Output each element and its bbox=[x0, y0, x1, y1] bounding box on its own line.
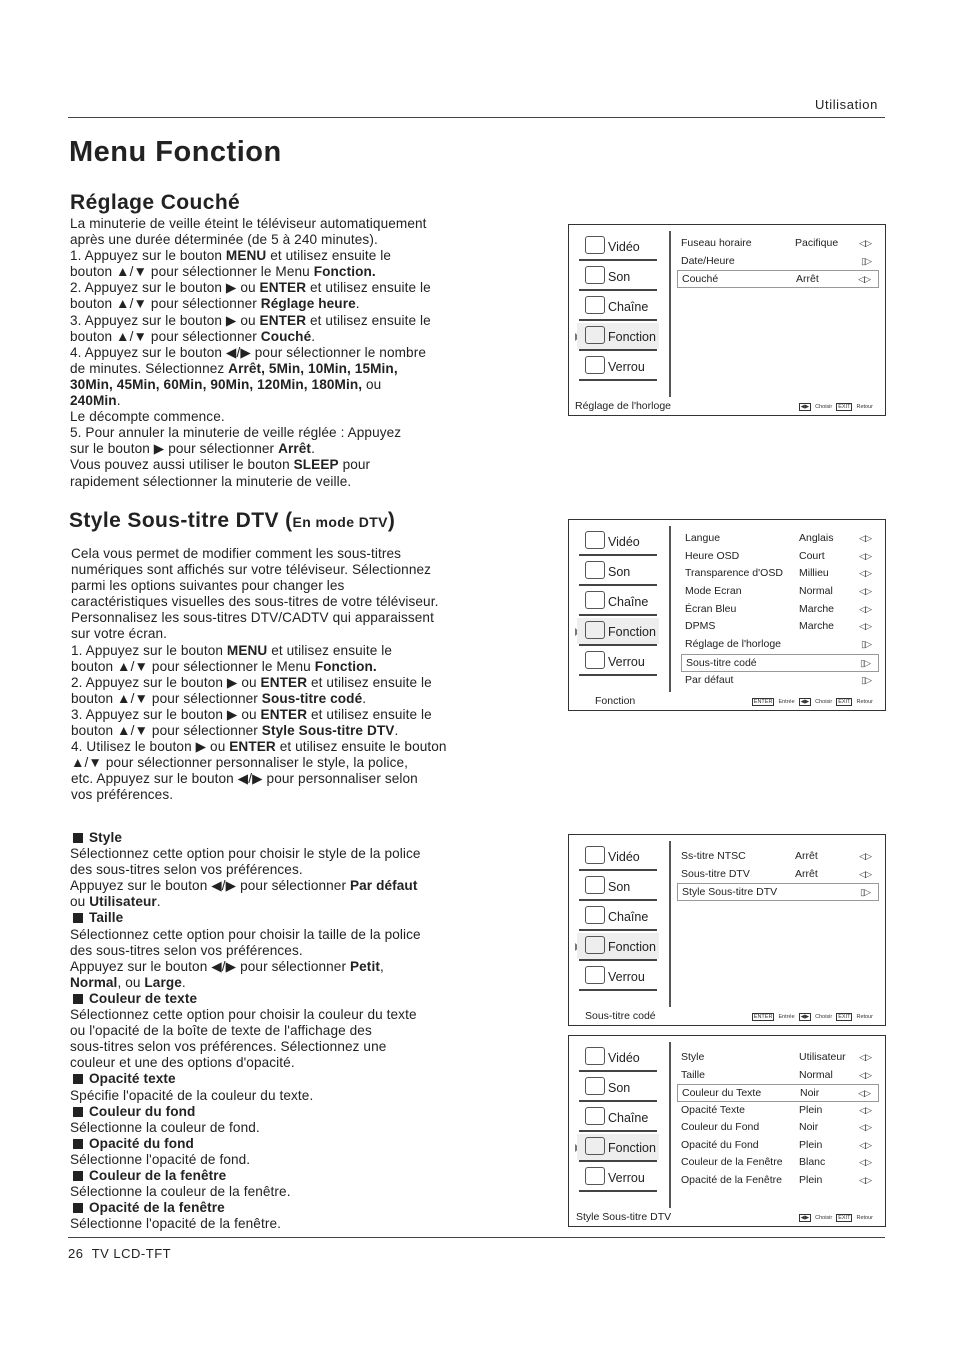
osd-option-row[interactable] bbox=[681, 672, 879, 690]
osd-option-label: Opacité de la Fenêtre bbox=[681, 1173, 782, 1186]
osd-menu-label: Vidéo bbox=[608, 535, 640, 549]
text-line: Sélectionnez cette option pour choisir le style de la police bbox=[70, 846, 421, 862]
bullet-square-icon bbox=[73, 833, 83, 843]
channel-icon bbox=[585, 296, 605, 314]
osd-option-row[interactable] bbox=[677, 235, 879, 253]
osd-option-row[interactable] bbox=[681, 530, 879, 548]
osd-menu-item[interactable] bbox=[575, 616, 661, 646]
osd-option-row[interactable] bbox=[681, 618, 879, 636]
osd-arrow-icon: ▯▷ bbox=[860, 887, 870, 897]
text-line: sous-titres selon vos préférences. Sélectionnez une bbox=[70, 1039, 387, 1055]
osd-menu-item[interactable] bbox=[575, 1162, 661, 1192]
text-line: Le décompte commence. bbox=[70, 409, 225, 425]
osd-menu-label: Chaîne bbox=[608, 1111, 649, 1125]
section-title-mode: En mode DTV bbox=[292, 514, 388, 530]
footer-rule bbox=[68, 1237, 885, 1238]
product-name: TV LCD-TFT bbox=[91, 1246, 172, 1261]
osd-option-row[interactable] bbox=[677, 866, 879, 884]
lock-icon bbox=[585, 651, 605, 669]
osd-arrow-icon: ◁▷ bbox=[859, 1122, 871, 1132]
osd-menu-underline bbox=[579, 989, 657, 991]
key-badge: EXIT bbox=[838, 699, 851, 705]
text-line: Sélectionne l'opacité de la fenêtre. bbox=[70, 1216, 281, 1232]
option-heading bbox=[70, 830, 550, 846]
option-heading bbox=[70, 1071, 550, 1087]
osd-menu-item[interactable] bbox=[575, 1042, 661, 1072]
key-hint-label: Retour bbox=[856, 404, 873, 410]
text-line: Spécifie l'opacité de la couleur du texte. bbox=[70, 1087, 314, 1103]
text-line: Cela vous permet de modifier comment les sous-titres bbox=[71, 546, 402, 561]
osd-menu-label: Verrou bbox=[608, 1171, 645, 1185]
osd-option-label: Sous-titre codé bbox=[686, 656, 757, 669]
section-title-main: Style Sous-titre DTV ( bbox=[69, 509, 293, 532]
key-hint-label: Entrée bbox=[778, 699, 795, 705]
text-line: 240Min. bbox=[70, 393, 121, 409]
osd-option-row[interactable] bbox=[681, 548, 879, 566]
text-line: 5. Pour annuler la minuterie de veille réglée : Appuyez bbox=[70, 425, 402, 441]
osd-option-row[interactable] bbox=[677, 848, 879, 866]
sound-icon bbox=[585, 876, 605, 894]
osd-option-value: Marche bbox=[799, 620, 835, 633]
osd-menu-item[interactable] bbox=[575, 901, 661, 931]
option-heading bbox=[70, 1104, 550, 1120]
key-badge: ◀▶ bbox=[800, 404, 810, 410]
osd-option-row[interactable] bbox=[681, 636, 879, 654]
osd-arrow-icon: ▯▷ bbox=[860, 657, 870, 668]
text-line: Sélectionnez cette option pour choisir la taille de la police bbox=[70, 926, 421, 942]
text-line: 1. Appuyez sur le bouton MENU et utilisez ensuite le bbox=[70, 248, 392, 264]
osd-option-row[interactable] bbox=[677, 1102, 879, 1120]
osd-breadcrumb: Style Sous-titre DTV bbox=[576, 1211, 672, 1223]
osd-menu-item[interactable] bbox=[575, 961, 661, 991]
osd-menu-label: Chaîne bbox=[608, 300, 649, 314]
osd-options bbox=[677, 235, 879, 288]
option-heading-text: Opacité du fond bbox=[89, 1135, 194, 1151]
osd-menu-item[interactable] bbox=[575, 871, 661, 901]
function-icon bbox=[585, 326, 605, 344]
osd-option-label: Heure OSD bbox=[685, 549, 740, 562]
osd-menu-label: Son bbox=[608, 270, 631, 284]
text-line: Vous pouvez aussi utiliser le bouton SLEEP pour bbox=[70, 457, 371, 473]
osd-option-row[interactable] bbox=[677, 1154, 879, 1172]
osd-option-label: Mode Ecran bbox=[685, 585, 742, 598]
text-line: Sélectionnez cette option pour choisir la couleur du texte bbox=[70, 1007, 417, 1023]
osd-menu-label: Verrou bbox=[608, 655, 645, 669]
osd-option-label: Couleur du Texte bbox=[682, 1087, 762, 1099]
osd-option-label: Transparence d'OSD bbox=[685, 567, 783, 580]
osd-menu-item[interactable] bbox=[575, 586, 661, 616]
lock-icon bbox=[585, 966, 605, 984]
text-line: La minuterie de veille éteint le téléviseur automatiquement bbox=[70, 216, 427, 231]
bullet-square-icon bbox=[73, 1171, 83, 1181]
key-badge: ENTER bbox=[753, 699, 773, 705]
option-heading bbox=[70, 1136, 550, 1152]
osd-menu-label: Chaîne bbox=[608, 910, 649, 924]
section-title-style-sous-titre bbox=[69, 509, 395, 533]
function-icon bbox=[585, 936, 605, 954]
osd-screen-sous-titre-code bbox=[568, 834, 886, 1026]
osd-menu-label: Fonction bbox=[608, 940, 656, 954]
osd-option-label: Style Sous-titre DTV bbox=[682, 886, 778, 898]
sound-icon bbox=[585, 266, 605, 284]
osd-menu-underline bbox=[579, 379, 657, 381]
osd-options bbox=[681, 530, 879, 689]
osd-option-row[interactable] bbox=[681, 565, 879, 583]
osd-option-label: Couleur de la Fenêtre bbox=[681, 1156, 783, 1168]
osd-menu-item[interactable] bbox=[575, 351, 661, 381]
osd-menu-item[interactable] bbox=[575, 231, 661, 261]
text-line: couleur et une des options d'opacité. bbox=[70, 1055, 295, 1071]
osd-menu-underline bbox=[579, 674, 657, 676]
osd-option-row[interactable] bbox=[677, 270, 879, 288]
osd-option-value: Court bbox=[799, 549, 825, 562]
osd-arrow-icon: ◁▷ bbox=[859, 1052, 871, 1062]
osd-option-value: Normal bbox=[799, 585, 833, 598]
osd-option-label: Ss-titre NTSC bbox=[681, 850, 746, 862]
osd-option-value: Arrêt bbox=[795, 850, 818, 862]
option-heading-text: Couleur de texte bbox=[89, 990, 198, 1006]
option-heading-text: Couleur de la fenêtre bbox=[89, 1167, 227, 1183]
osd-option-row[interactable] bbox=[677, 1067, 879, 1085]
osd-key-hints bbox=[750, 698, 875, 706]
osd-divider bbox=[669, 231, 671, 397]
section-title-close: ) bbox=[387, 509, 396, 532]
osd-menu-label: Vidéo bbox=[608, 240, 640, 254]
osd-menu-label: Son bbox=[608, 1081, 631, 1095]
osd-menu-item[interactable] bbox=[575, 931, 661, 961]
bullet-square-icon bbox=[73, 1203, 83, 1213]
text-line: bouton ▲/▼ pour sélectionner Couché. bbox=[70, 328, 316, 344]
text-line: Sélectionne la couleur de la fenêtre. bbox=[70, 1184, 291, 1200]
text-line: caractéristiques visuelles des sous-titres de votre téléviseur. bbox=[71, 594, 439, 610]
osd-arrow-icon: ◁▷ bbox=[858, 274, 870, 284]
text-line: Appuyez sur le bouton ◀/▶ pour sélectionner Petit, bbox=[70, 958, 384, 974]
osd-sidebar bbox=[575, 1042, 661, 1192]
osd-option-value: Arrêt bbox=[795, 867, 818, 880]
page-title: Menu Fonction bbox=[69, 136, 282, 168]
option-heading bbox=[70, 991, 550, 1007]
osd-menu-label: Verrou bbox=[608, 360, 645, 374]
osd-screen-style-sous-titre bbox=[568, 1035, 886, 1227]
osd-option-value: Normal bbox=[799, 1068, 833, 1081]
text-line: Appuyez sur le bouton ◀/▶ pour sélectionner Par défaut bbox=[70, 878, 418, 894]
osd-option-label: Sous-titre DTV bbox=[681, 867, 750, 880]
osd-option-row[interactable] bbox=[677, 1049, 879, 1067]
video-icon bbox=[585, 531, 605, 549]
osd-option-label: DPMS bbox=[685, 620, 716, 633]
osd-arrow-icon: ▯▷ bbox=[861, 639, 871, 650]
osd-arrow-icon: ◁▷ bbox=[859, 603, 871, 614]
osd-arrow-icon: ◁▷ bbox=[859, 1104, 871, 1115]
text-line: ou l'opacité de la boîte de texte de l'affichage des bbox=[70, 1023, 372, 1039]
osd-option-value: Arrêt bbox=[796, 273, 819, 285]
osd-menu-label: Son bbox=[608, 880, 631, 894]
osd-menu-label: Son bbox=[608, 565, 631, 579]
osd-arrow-icon: ◁▷ bbox=[859, 1157, 871, 1167]
text-line: rapidement sélectionner la minuterie de veille. bbox=[70, 473, 352, 489]
osd-menu-item[interactable] bbox=[575, 261, 661, 291]
text-line: sur votre écran. bbox=[71, 626, 168, 642]
text-line: 1. Appuyez sur le bouton MENU et utilisez ensuite le bbox=[71, 642, 393, 658]
osd-option-row[interactable] bbox=[677, 253, 879, 271]
text-line: Personnalisez les sous-titres DTV/CADTV qui apparaissent bbox=[71, 610, 434, 626]
osd-option-value: Noir bbox=[800, 1087, 820, 1099]
page-number: 26 bbox=[68, 1246, 84, 1261]
osd-key-hints bbox=[797, 403, 875, 411]
osd-key-hints bbox=[797, 1214, 875, 1222]
text-line: vos préférences. bbox=[71, 787, 174, 803]
osd-option-row[interactable] bbox=[681, 601, 879, 619]
osd-menu-item[interactable] bbox=[575, 1102, 661, 1132]
osd-option-label: Langue bbox=[685, 532, 721, 544]
text-line: bouton ▲/▼ pour sélectionner le Menu Fonction. bbox=[71, 658, 377, 674]
video-icon bbox=[585, 1047, 605, 1065]
osd-menu-underline bbox=[579, 1190, 657, 1192]
osd-arrow-icon: ◁▷ bbox=[859, 533, 871, 543]
osd-menu-item[interactable] bbox=[575, 1072, 661, 1102]
key-badge: EXIT bbox=[838, 1215, 851, 1221]
text-line: après une durée déterminée (de 5 à 240 minutes). bbox=[70, 232, 378, 248]
osd-breadcrumb: Fonction bbox=[595, 695, 636, 707]
section-body-options bbox=[70, 830, 550, 1232]
osd-menu-item[interactable] bbox=[575, 841, 661, 871]
key-hint-label: Retour bbox=[856, 1215, 873, 1221]
sound-icon bbox=[585, 561, 605, 579]
text-line: Sélectionne l'opacité de fond. bbox=[70, 1151, 251, 1167]
lock-icon bbox=[585, 1167, 605, 1185]
text-line: 4. Appuyez sur le bouton ◀/▶ pour sélectionner le nombre bbox=[70, 344, 426, 360]
osd-key-hints bbox=[750, 1013, 875, 1021]
osd-menu-label: Vidéo bbox=[608, 850, 640, 864]
text-line: bouton ▲/▼ pour sélectionner le Menu Fonction. bbox=[70, 264, 376, 280]
text-line: 2. Appuyez sur le bouton ▶ ou ENTER et utilisez ensuite le bbox=[70, 280, 431, 296]
osd-options bbox=[677, 1049, 879, 1189]
osd-arrow-icon: ▯▷ bbox=[861, 674, 871, 685]
bullet-square-icon bbox=[73, 994, 83, 1004]
text-line: sur le bouton ▶ pour sélectionner Arrêt. bbox=[70, 441, 315, 457]
osd-option-label: Couleur du Fond bbox=[681, 1121, 760, 1133]
osd-option-value: Plein bbox=[799, 1103, 823, 1116]
section-title-reglage-couche: Réglage Couché bbox=[70, 191, 241, 214]
section-header: Utilisation bbox=[815, 97, 878, 112]
osd-arrow-icon: ◁▷ bbox=[858, 1088, 870, 1098]
option-heading-text: Couleur du fond bbox=[89, 1103, 196, 1119]
bullet-square-icon bbox=[73, 1074, 83, 1084]
video-icon bbox=[585, 846, 605, 864]
option-heading-text: Taille bbox=[89, 910, 124, 926]
osd-arrow-icon: ◁▷ bbox=[859, 851, 871, 861]
bullet-square-icon bbox=[73, 1139, 83, 1149]
bullet-square-icon bbox=[73, 913, 83, 923]
header-rule bbox=[68, 117, 885, 118]
text-line: 4. Utilisez le bouton ▶ ou ENTER et utilisez ensuite le bouton bbox=[71, 739, 447, 755]
text-line: Normal, ou Large. bbox=[70, 974, 186, 990]
key-badge: ENTER bbox=[753, 1014, 773, 1020]
osd-menu-item[interactable] bbox=[575, 1132, 661, 1162]
osd-option-value: Blanc bbox=[799, 1156, 826, 1168]
option-heading bbox=[70, 1200, 550, 1216]
channel-icon bbox=[585, 906, 605, 924]
text-line: des sous-titres selon vos préférences. bbox=[70, 942, 303, 958]
key-hint-label: Retour bbox=[856, 699, 873, 705]
osd-option-value: Noir bbox=[799, 1121, 819, 1133]
osd-arrow-icon: ◁▷ bbox=[859, 1139, 871, 1150]
key-hint-label: Choisir bbox=[815, 1215, 833, 1221]
osd-menu-item[interactable] bbox=[575, 321, 661, 351]
text-line: 30Min, 45Min, 60Min, 90Min, 120Min, 180Min, ou bbox=[70, 376, 382, 392]
video-icon bbox=[585, 236, 605, 254]
osd-option-value: Marche bbox=[799, 602, 835, 615]
option-heading bbox=[70, 1168, 550, 1184]
text-line: 3. Appuyez sur le bouton ▶ ou ENTER et utilisez ensuite le bbox=[70, 312, 431, 328]
option-heading-text: Opacité texte bbox=[89, 1071, 176, 1087]
bullet-square-icon bbox=[73, 1107, 83, 1117]
osd-sidebar bbox=[575, 231, 661, 381]
key-badge: EXIT bbox=[838, 404, 851, 410]
osd-option-value: Plein bbox=[799, 1173, 823, 1186]
text-line: ou Utilisateur. bbox=[70, 894, 161, 910]
text-line: etc. Appuyez sur le bouton ◀/▶ pour personnaliser selon bbox=[71, 771, 418, 787]
key-hint-label: Retour bbox=[856, 1014, 873, 1020]
key-hint-label: Entrée bbox=[778, 1014, 795, 1020]
osd-option-label: Date/Heure bbox=[681, 254, 735, 267]
text-line: numériques sont affichés sur votre téléviseur. Sélectionnez bbox=[71, 562, 432, 578]
osd-arrow-icon: ◁▷ bbox=[859, 586, 871, 597]
osd-screen-fonction bbox=[568, 519, 886, 711]
text-line: parmi les options suivantes pour changer les bbox=[71, 578, 345, 594]
osd-arrow-icon: ◁▷ bbox=[859, 568, 871, 579]
page-footer bbox=[68, 1246, 171, 1261]
text-line: 3. Appuyez sur le bouton ▶ ou ENTER et utilisez ensuite le bbox=[71, 706, 432, 722]
osd-option-label: Couché bbox=[682, 273, 719, 285]
osd-sidebar bbox=[575, 841, 661, 991]
key-badge: ◀▶ bbox=[800, 1014, 810, 1020]
key-badge: ◀▶ bbox=[800, 1215, 810, 1221]
osd-option-value: Millieu bbox=[799, 567, 829, 580]
osd-divider bbox=[669, 526, 671, 692]
key-badge: ◀▶ bbox=[800, 699, 810, 705]
text-line: ▲/▼ pour sélectionner personnaliser le style, la police, bbox=[71, 755, 409, 771]
key-badge: EXIT bbox=[838, 1014, 851, 1020]
osd-breadcrumb: Réglage de l'horloge bbox=[575, 400, 671, 412]
key-hint-label: Choisir bbox=[815, 1014, 833, 1020]
text-line: bouton ▲/▼ pour sélectionner Style Sous-titre DTV. bbox=[71, 723, 399, 739]
osd-option-label: Écran Bleu bbox=[685, 602, 737, 615]
osd-option-value: Anglais bbox=[799, 532, 834, 544]
osd-menu-label: Chaîne bbox=[608, 595, 649, 609]
osd-arrow-icon: ◁▷ bbox=[859, 621, 871, 632]
osd-option-value: Utilisateur bbox=[799, 1051, 846, 1063]
lock-icon bbox=[585, 356, 605, 374]
function-icon bbox=[585, 621, 605, 639]
sound-icon bbox=[585, 1077, 605, 1095]
osd-menu-label: Fonction bbox=[608, 1141, 656, 1155]
osd-arrow-icon: ◁▷ bbox=[859, 868, 871, 879]
osd-option-value: Pacifique bbox=[795, 237, 839, 249]
osd-option-row[interactable] bbox=[681, 583, 879, 601]
osd-options bbox=[677, 848, 879, 901]
osd-arrow-icon: ◁▷ bbox=[859, 1069, 871, 1080]
osd-option-row[interactable] bbox=[677, 1172, 879, 1190]
osd-menu-item[interactable] bbox=[575, 646, 661, 676]
osd-arrow-icon: ◁▷ bbox=[859, 550, 871, 561]
osd-menu-item[interactable] bbox=[575, 291, 661, 321]
text-line: des sous-titres selon vos préférences. bbox=[70, 862, 303, 878]
osd-screen-horloge bbox=[568, 224, 886, 416]
osd-option-label: Par défaut bbox=[685, 673, 734, 686]
text-line: 2. Appuyez sur le bouton ▶ ou ENTER et utilisez ensuite le bbox=[71, 674, 432, 690]
osd-sidebar bbox=[575, 526, 661, 676]
osd-option-label: Opacité Texte bbox=[681, 1103, 746, 1116]
key-hint-label: Choisir bbox=[815, 404, 833, 410]
osd-option-value: Plein bbox=[799, 1138, 823, 1151]
osd-menu-item[interactable] bbox=[575, 526, 661, 556]
channel-icon bbox=[585, 1107, 605, 1125]
section-body-reglage-couche bbox=[70, 216, 540, 490]
osd-arrow-icon: ◁▷ bbox=[859, 238, 871, 248]
option-heading bbox=[70, 910, 550, 926]
function-icon bbox=[585, 1137, 605, 1155]
osd-option-row[interactable] bbox=[677, 1119, 879, 1137]
text-line: bouton ▲/▼ pour sélectionner Réglage heure. bbox=[70, 296, 360, 312]
osd-option-label: Fuseau horaire bbox=[681, 237, 752, 249]
osd-divider bbox=[669, 841, 671, 1007]
option-heading-text: Style bbox=[89, 830, 122, 845]
osd-option-label: Opacité du Fond bbox=[681, 1138, 759, 1151]
osd-menu-label: Fonction bbox=[608, 330, 656, 344]
osd-option-label: Style bbox=[681, 1051, 705, 1063]
channel-icon bbox=[585, 591, 605, 609]
osd-menu-item[interactable] bbox=[575, 556, 661, 586]
osd-arrow-icon: ▯▷ bbox=[861, 255, 871, 266]
osd-option-row[interactable] bbox=[677, 1137, 879, 1155]
text-line: Sélectionne la couleur de fond. bbox=[70, 1119, 260, 1135]
osd-option-label: Taille bbox=[681, 1068, 705, 1081]
key-hint-label: Choisir bbox=[815, 699, 833, 705]
osd-breadcrumb: Sous-titre codé bbox=[585, 1010, 656, 1022]
text-line: bouton ▲/▼ pour sélectionner Sous-titre codé. bbox=[71, 690, 367, 706]
osd-menu-label: Vidéo bbox=[608, 1051, 640, 1065]
osd-menu-label: Fonction bbox=[608, 625, 656, 639]
option-heading-text: Opacité de la fenêtre bbox=[89, 1200, 225, 1216]
osd-option-row[interactable] bbox=[681, 654, 879, 672]
osd-menu-label: Verrou bbox=[608, 970, 645, 984]
osd-arrow-icon: ◁▷ bbox=[859, 1174, 871, 1185]
osd-option-row[interactable] bbox=[677, 883, 879, 901]
osd-option-row[interactable] bbox=[677, 1084, 879, 1102]
osd-option-label: Réglage de l'horloge bbox=[685, 638, 781, 651]
osd-divider bbox=[669, 1042, 671, 1208]
text-line: de minutes. Sélectionnez Arrêt, 5Min, 10Min, 15Min, bbox=[70, 360, 398, 376]
section-body-style-sous-titre bbox=[71, 546, 551, 804]
